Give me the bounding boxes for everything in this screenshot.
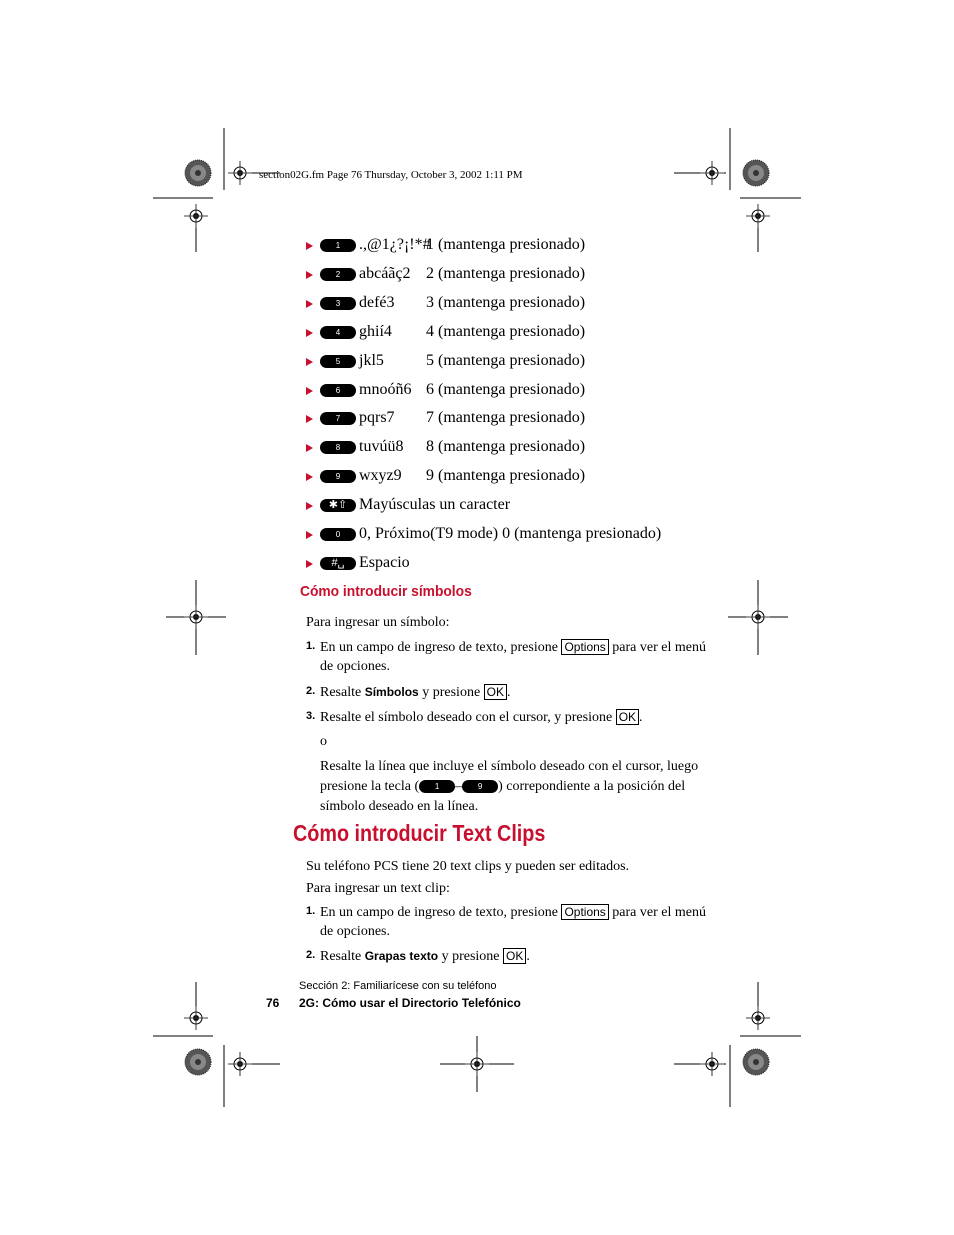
bullet-arrow-icon	[306, 415, 313, 423]
key-hold: 2 (mantenga presionado)	[426, 265, 586, 282]
step-number: 2.	[306, 685, 316, 697]
step-text: de opciones.	[320, 659, 390, 674]
key-hold: 9 (mantenga presionado)	[426, 467, 586, 484]
key-3-icon: 3	[320, 297, 356, 310]
step-text: Resalte el símbolo deseado con el cursor, y presione	[320, 710, 613, 725]
ok-softkey-label: OK	[616, 709, 639, 725]
bullet-arrow-icon	[306, 300, 313, 308]
step-text: Resalte	[320, 685, 362, 700]
alt-text-line	[320, 777, 685, 797]
alt-text: símbolo deseado en la línea.	[320, 799, 479, 814]
step-number: 1.	[306, 640, 316, 652]
step-number: 3.	[306, 710, 316, 722]
step-text: Resalte	[320, 949, 362, 964]
key-hold: 4 (mantenga presionado)	[426, 323, 586, 340]
key-hold: 6 (mantenga presionado)	[426, 381, 586, 398]
key-6-icon: 6	[320, 384, 356, 397]
textclips-step-2	[320, 946, 530, 967]
step-text: .	[526, 949, 530, 964]
step-number: 2.	[306, 949, 316, 961]
key-chars: ghií4	[359, 323, 392, 340]
key-hold: 3 (mantenga presionado)	[426, 294, 586, 311]
symbols-step-2	[320, 682, 511, 703]
alt-text: –	[455, 779, 463, 794]
textclips-intro: Su teléfono PCS tiene 20 text clips y pueden ser editados.	[306, 859, 630, 874]
key-chars: mnoóñ6	[359, 381, 412, 398]
key-4-icon: 4	[320, 326, 356, 339]
key-pound-space-icon: #␣	[320, 557, 356, 570]
footer-chapter: 2G: Cómo usar el Directorio Telefónico	[299, 996, 521, 1010]
key-0-icon: 0	[320, 528, 356, 541]
symbols-intro: Para ingresar un símbolo:	[306, 615, 450, 630]
key-hold: 1 (mantenga presionado)	[426, 236, 586, 253]
key-1-icon: 1	[419, 780, 455, 793]
key-chars: defé3	[359, 294, 395, 311]
symbols-step-3	[320, 707, 643, 728]
step-text: En un campo de ingreso de texto, presione	[320, 905, 558, 920]
bullet-arrow-icon	[306, 358, 313, 366]
key-hold: 8 (mantenga presionado)	[426, 438, 586, 455]
step-text: .	[639, 710, 643, 725]
options-softkey-label: Options	[561, 904, 608, 920]
or-text: o	[320, 734, 327, 749]
key-chars: wxyz9	[359, 467, 402, 484]
key-star-shift-icon: ✱⇧	[320, 499, 356, 512]
key-chars: Espacio	[359, 554, 410, 571]
step-text: para ver el menú	[612, 640, 706, 655]
bullet-arrow-icon	[306, 444, 313, 452]
menu-item-name: Símbolos	[364, 685, 419, 699]
key-chars: pqrs7	[359, 409, 395, 426]
ok-softkey-label: OK	[484, 684, 507, 700]
ok-softkey-label: OK	[503, 948, 526, 964]
step-text: En un campo de ingreso de texto, presione	[320, 640, 558, 655]
step-text: de opciones.	[320, 924, 390, 939]
alt-text: presione la tecla (	[320, 779, 420, 794]
bullet-arrow-icon	[306, 560, 313, 568]
key-5-icon: 5	[320, 355, 356, 368]
key-7-icon: 7	[320, 412, 356, 425]
section-heading-symbols: Cómo introducir símbolos	[300, 583, 472, 600]
key-2-icon: 2	[320, 268, 356, 281]
step-text: para ver el menú	[612, 905, 706, 920]
bullet-arrow-icon	[306, 531, 313, 539]
step-text: y presione	[422, 685, 481, 700]
key-chars: .,@1¿?¡!*#	[359, 236, 431, 253]
key-8-icon: 8	[320, 441, 356, 454]
textclips-step-1	[320, 902, 706, 923]
key-9-icon: 9	[462, 780, 498, 793]
key-chars: abcáãç2	[359, 265, 411, 282]
textclips-intro: Para ingresar un text clip:	[306, 881, 450, 896]
bullet-arrow-icon	[306, 387, 313, 395]
bullet-arrow-icon	[306, 329, 313, 337]
bullet-arrow-icon	[306, 473, 313, 481]
key-chars: tuvúü8	[359, 438, 404, 455]
menu-item-name: Grapas texto	[364, 949, 439, 963]
step-text: y presione	[441, 949, 500, 964]
page-number: 76	[266, 996, 280, 1010]
file-info-header: section02G.fm Page 76 Thursday, October 3, 2002 1:11 PM	[259, 169, 523, 181]
key-chars: jkl5	[359, 352, 384, 369]
key-hold: 5 (mantenga presionado)	[426, 352, 586, 369]
bullet-arrow-icon	[306, 502, 313, 510]
symbols-step-1	[320, 637, 706, 658]
footer-section: Sección 2: Familiarícese con su teléfono	[299, 980, 497, 992]
section-heading-text-clips: Cómo introducir Text Clips	[293, 820, 546, 846]
bullet-arrow-icon	[306, 271, 313, 279]
alt-text: ) correpondiente a la posición del	[498, 779, 686, 794]
key-1-icon: 1	[320, 239, 356, 252]
step-number: 1.	[306, 905, 316, 917]
key-hold: 7 (mantenga presionado)	[426, 409, 586, 426]
step-text: .	[507, 685, 511, 700]
key-9-icon: 9	[320, 470, 356, 483]
key-chars: Mayúsculas un caracter	[359, 496, 511, 513]
options-softkey-label: Options	[561, 639, 608, 655]
key-chars: 0, Próximo(T9 mode) 0 (mantenga presionado)	[359, 525, 662, 542]
alt-text: Resalte la línea que incluye el símbolo deseado con el cursor, luego	[320, 759, 699, 774]
bullet-arrow-icon	[306, 242, 313, 250]
